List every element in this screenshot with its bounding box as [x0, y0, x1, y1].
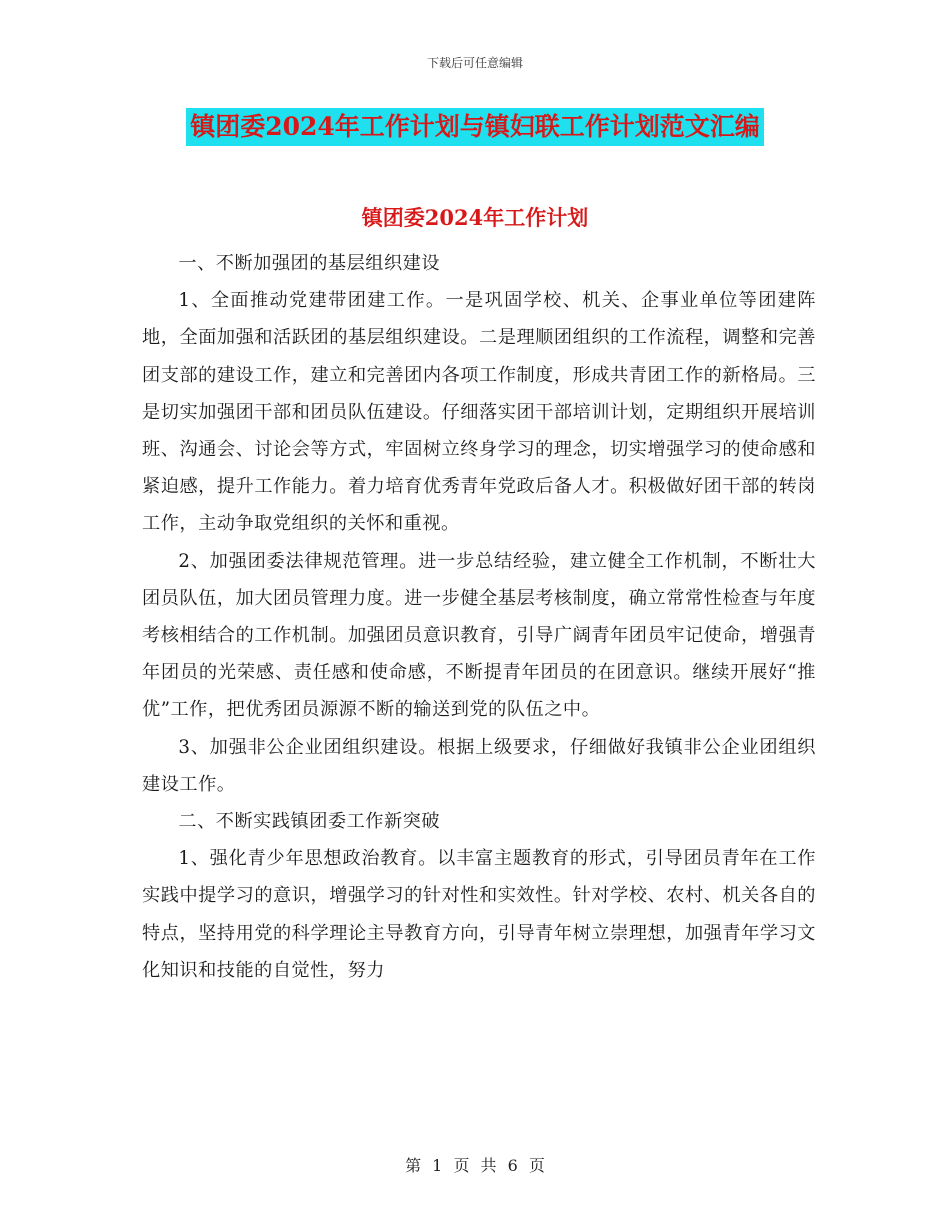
- main-title-container: [0, 108, 950, 146]
- section-title: 镇团委2024年工作计划: [361, 205, 589, 230]
- body-paragraph: 3、加强非公企业团组织建设。根据上级要求，仔细做好我镇非公企业团组织建设工作。: [142, 736, 816, 795]
- heading-paragraph-2: 二、不断实践镇团委工作新突破: [178, 811, 441, 833]
- page-footer: 第 1 页 共 6 页: [405, 1156, 545, 1175]
- body-paragraph: 1、强化青少年思想政治教育。以丰富主题教育的形式，引导团员青年在工作实践中提学习的意识，增强学习的针对性和实效性。针对学校、农村、机关各自的特点，坚持用党的科学理论主导教育方向，引导青年树立崇理想，加强青年学习文化知识和技能的自觉性，努力: [142, 848, 816, 981]
- body-paragraph: 2、加强团委法律规范管理。进一步总结经验，建立健全工作机制，不断壮大团员队伍，加大团员管理力度。进一步健全基层考核制度，确立常常性检查与年度考核相结合的工作机制。加强团员意识教育，引导广阔青年团员牢记使命，增强青年团员的光荣感、责任感和使命感，不断提青年团员的在团意识。继续开展好“推优”工作，把优秀团员源源不断的输送到党的队伍之中。: [142, 550, 816, 721]
- main-title: 镇团委2024年工作计划与镇妇联工作计划范文汇编: [186, 108, 764, 146]
- body-paragraph: 1、全面推动党建带团建工作。一是巩固学校、机关、企事业单位等团建阵地，全面加强和活跃团的基层组织建设。二是理顺团组织的工作流程，调整和完善团支部的建设工作，建立和完善团内各项工作制度，形成共青团工作的新格局。三是切实加强团干部和团员队伍建设。仔细落实团干部培训计划，定期组织开展培训班、沟通会、讨论会等方式，牢固树立终身学习的理念，切实增强学习的使命感和紧迫感，提升工作能力。着力培育优秀青年党政后备人才。积极做好团干部的转岗工作，主动争取党组织的关怀和重视。: [142, 290, 816, 535]
- document-body: [142, 245, 816, 989]
- heading-paragraph-1: 一、不断加强团的基层组织建设: [178, 253, 441, 274]
- header-note: 下载后可任意编辑: [426, 56, 523, 70]
